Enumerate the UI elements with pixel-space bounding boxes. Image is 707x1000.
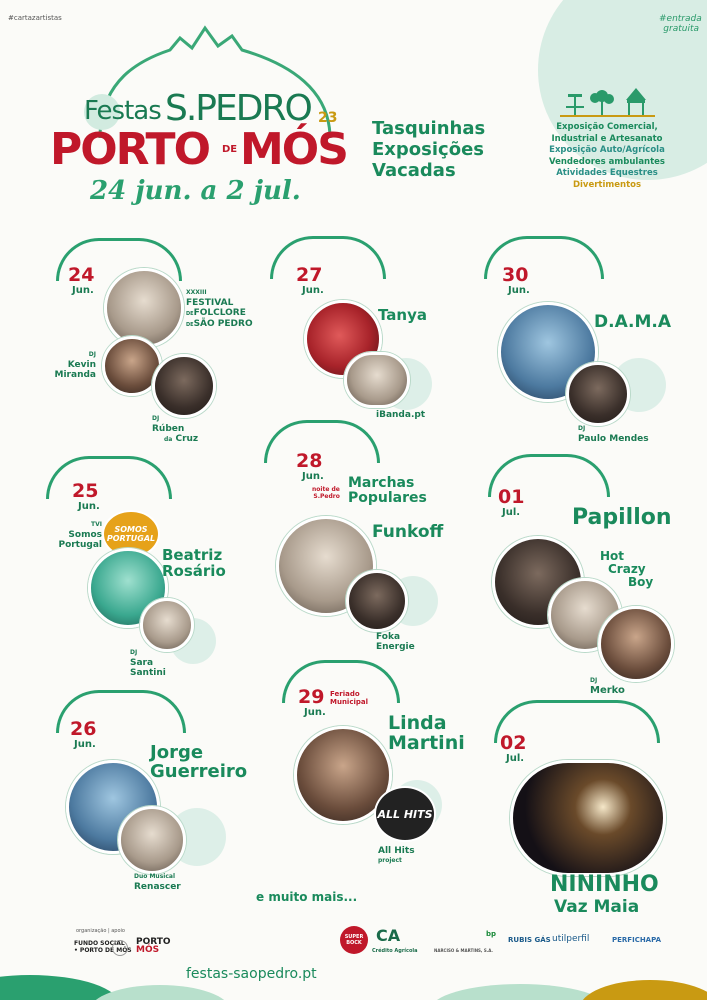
sub-line: Foka	[376, 632, 401, 642]
date-day: 27	[296, 264, 323, 286]
date-day: 25	[72, 480, 99, 502]
ibanda-photo	[344, 352, 410, 408]
ibanda-label: iBanda.pt	[376, 410, 426, 420]
website-link[interactable]: festas-saopedro.pt	[186, 966, 317, 982]
logo-spedro: S.PEDRO	[165, 88, 311, 129]
artist-line: Jorge	[150, 742, 204, 763]
feature-item: Divertimentos	[572, 179, 642, 190]
fundo-line: FUNDO SOCIAL	[74, 940, 125, 947]
dj-prefix: DJ	[152, 415, 160, 422]
feature-item: Exposição Comercial,	[556, 122, 658, 132]
allhits-logo: ALL HITS	[374, 786, 436, 842]
date-month: Jun.	[78, 501, 100, 512]
artist-linda	[388, 714, 465, 754]
ca-label: Crédito Agrícola	[372, 948, 418, 954]
logo-mos: MÓS	[240, 124, 347, 175]
dj-name: Sara	[130, 658, 154, 668]
feature-item: Industrial e Artesanato	[551, 133, 663, 144]
dj-name: Kevin	[67, 360, 96, 370]
event-num: XXXIII	[186, 289, 207, 296]
day-25-date	[72, 482, 100, 513]
event-line: FESTIVAL	[186, 298, 234, 308]
dj-prefix: DJ	[578, 425, 586, 432]
day-30-date	[502, 266, 530, 297]
gratuita-text: gratuita	[663, 24, 699, 34]
free-entry	[659, 14, 702, 34]
dj-prefix: DJ	[590, 677, 598, 684]
footer-waves	[0, 950, 707, 1000]
muito-mais: e muito mais...	[256, 890, 358, 904]
organizacao-label: organização | apoio	[76, 928, 125, 934]
utilperfil-logo: utilperfil	[552, 934, 590, 944]
feature-item: Exposição Auto/Agrícola	[549, 145, 665, 155]
narciso-logo: NARCISO & MARTINS, S.A.	[434, 948, 493, 953]
date-month: Jun.	[72, 285, 94, 296]
fundo-line: • PORTO DE MÓS	[74, 947, 132, 954]
entrada-text: #entrada	[659, 14, 702, 24]
event-line: Populares	[348, 489, 427, 506]
artist-line: Beatriz	[162, 546, 223, 564]
hot-crazy-boy	[600, 550, 653, 589]
feriado-municipal	[330, 690, 368, 706]
day-28-date	[296, 452, 324, 483]
artist-jorge	[150, 744, 247, 782]
event-line: SÃO PEDRO	[193, 319, 253, 329]
date-month: Jul.	[506, 753, 525, 764]
event-line: Marchas	[348, 475, 415, 491]
artist-line: Guerreiro	[150, 760, 248, 782]
feriado-line: Municipal	[330, 698, 369, 706]
allhits-label	[378, 846, 415, 866]
date-month: Jun.	[74, 739, 96, 750]
fair-icons	[560, 86, 655, 122]
sub-line: project	[378, 857, 402, 864]
portugal-label: Portugal	[58, 540, 102, 550]
feature-item: Vendedores ambulantes	[549, 156, 665, 167]
date-day: 24	[68, 264, 95, 286]
folklore-photo	[104, 268, 184, 348]
dj-kevin	[44, 350, 96, 380]
logo-dates: 24 jun. a 2 jul.	[90, 176, 301, 206]
day-27-date	[296, 266, 324, 297]
dj-prefix: DJ	[130, 649, 138, 656]
dj-prefix: DJ	[88, 351, 96, 358]
event-line: FOLCLORE	[193, 308, 246, 318]
artist-line: Vaz Maia	[554, 897, 640, 917]
dj-name: Paulo Mendes	[578, 434, 649, 444]
fair-features	[548, 122, 666, 191]
artist-tanya: Tanya	[378, 306, 427, 324]
date-month: Jun.	[304, 707, 326, 718]
sub-line: Energie	[376, 642, 415, 652]
foka-energie	[376, 632, 415, 652]
merko-photo	[598, 606, 674, 682]
somos-portugal-logo: SOMOS PORTUGAL	[102, 510, 160, 558]
date-day: 01	[498, 486, 525, 508]
noite-spedro	[312, 486, 340, 500]
day-02-date	[500, 734, 526, 765]
festival-folclore	[186, 288, 253, 330]
artist-dama: D.A.M.A	[594, 312, 672, 332]
sara-photo	[140, 598, 194, 652]
date-day: 29	[298, 686, 325, 708]
sub-line: Crazy	[608, 562, 646, 576]
artist-funkoff: Funkoff	[372, 522, 444, 542]
duo-name: Renascer	[134, 882, 181, 892]
tvi-somos-portugal	[46, 520, 102, 550]
day-29-date	[298, 688, 326, 719]
logo-festas: Festas	[84, 96, 161, 126]
feature-item: Atividades Equestres	[556, 168, 658, 178]
artist-line: NININHO	[550, 872, 659, 897]
artist-line: Rosário	[162, 561, 226, 580]
date-day: 02	[500, 732, 527, 754]
dj-name: Rúben	[152, 424, 185, 434]
perfichapa-logo: PERFICHAPA	[612, 936, 662, 944]
duo-label: Duo Musical	[134, 873, 175, 880]
noite-label: noite de	[312, 486, 340, 493]
date-month: Jul.	[502, 507, 521, 518]
event-de: DE	[186, 311, 194, 317]
date-month: Jun.	[302, 471, 324, 482]
date-month: Jun.	[508, 285, 530, 296]
dj-surname: Cruz	[175, 434, 199, 444]
day-26-date	[70, 720, 96, 751]
pm-line: PORTO	[136, 937, 171, 947]
paulo-photo	[566, 362, 630, 426]
day-arc	[46, 456, 172, 502]
dj-surname: Santini	[130, 668, 166, 678]
dj-paulo	[578, 424, 649, 444]
attraction-item: Tasquinhas	[372, 118, 486, 139]
foka-photo	[346, 570, 408, 632]
artist-line: Martini	[388, 731, 465, 754]
date-day: 28	[296, 450, 323, 472]
dj-surname: Miranda	[54, 370, 96, 380]
event-de: DE	[186, 322, 194, 328]
logo-porto: PORTO	[50, 124, 209, 175]
nininho-photo	[510, 760, 666, 876]
artist-papillon: Papillon	[572, 505, 672, 530]
marchas-populares	[348, 476, 427, 505]
artist-line: Linda	[388, 712, 447, 734]
day-24-date	[68, 266, 94, 297]
sub-line: All Hits	[378, 846, 415, 856]
attraction-item: Vacadas	[372, 160, 456, 181]
day-01-date	[498, 488, 524, 519]
day-arc	[270, 236, 386, 279]
artist-beatriz	[162, 548, 226, 580]
sub-line: Hot	[600, 549, 625, 563]
duo-renascer	[134, 872, 181, 892]
date-day: 26	[70, 718, 97, 740]
attractions	[372, 118, 485, 181]
bp-logo: bp	[486, 930, 497, 938]
somos-label: Somos	[68, 530, 102, 540]
logo-de: DE	[222, 144, 238, 155]
renascer-photo	[118, 806, 186, 874]
ca-logo: CA	[376, 926, 401, 945]
dj-da: da	[164, 436, 173, 443]
dj-ruben	[152, 414, 198, 445]
feriado-line: Feriado	[330, 690, 360, 698]
logo-year: 23	[318, 110, 338, 126]
tvi-label: TVI	[91, 521, 102, 528]
spedro-label: S.Pedro	[313, 493, 340, 500]
hashtag: #cartazartistas	[8, 14, 62, 22]
ruben-photo	[152, 354, 216, 418]
superbock-logo: SUPER BOCK	[340, 926, 368, 954]
rubis-logo: RUBIS GÁS	[508, 936, 551, 944]
dj-name: Merko	[590, 685, 625, 696]
dj-merko	[590, 676, 625, 696]
date-day: 30	[502, 264, 529, 286]
artist-nininho	[550, 874, 659, 918]
attraction-item: Exposições	[372, 139, 484, 160]
sub-line: Boy	[628, 575, 654, 589]
pm-line: MÓS	[136, 945, 160, 955]
date-month: Jun.	[302, 285, 324, 296]
dj-sara	[130, 648, 166, 678]
